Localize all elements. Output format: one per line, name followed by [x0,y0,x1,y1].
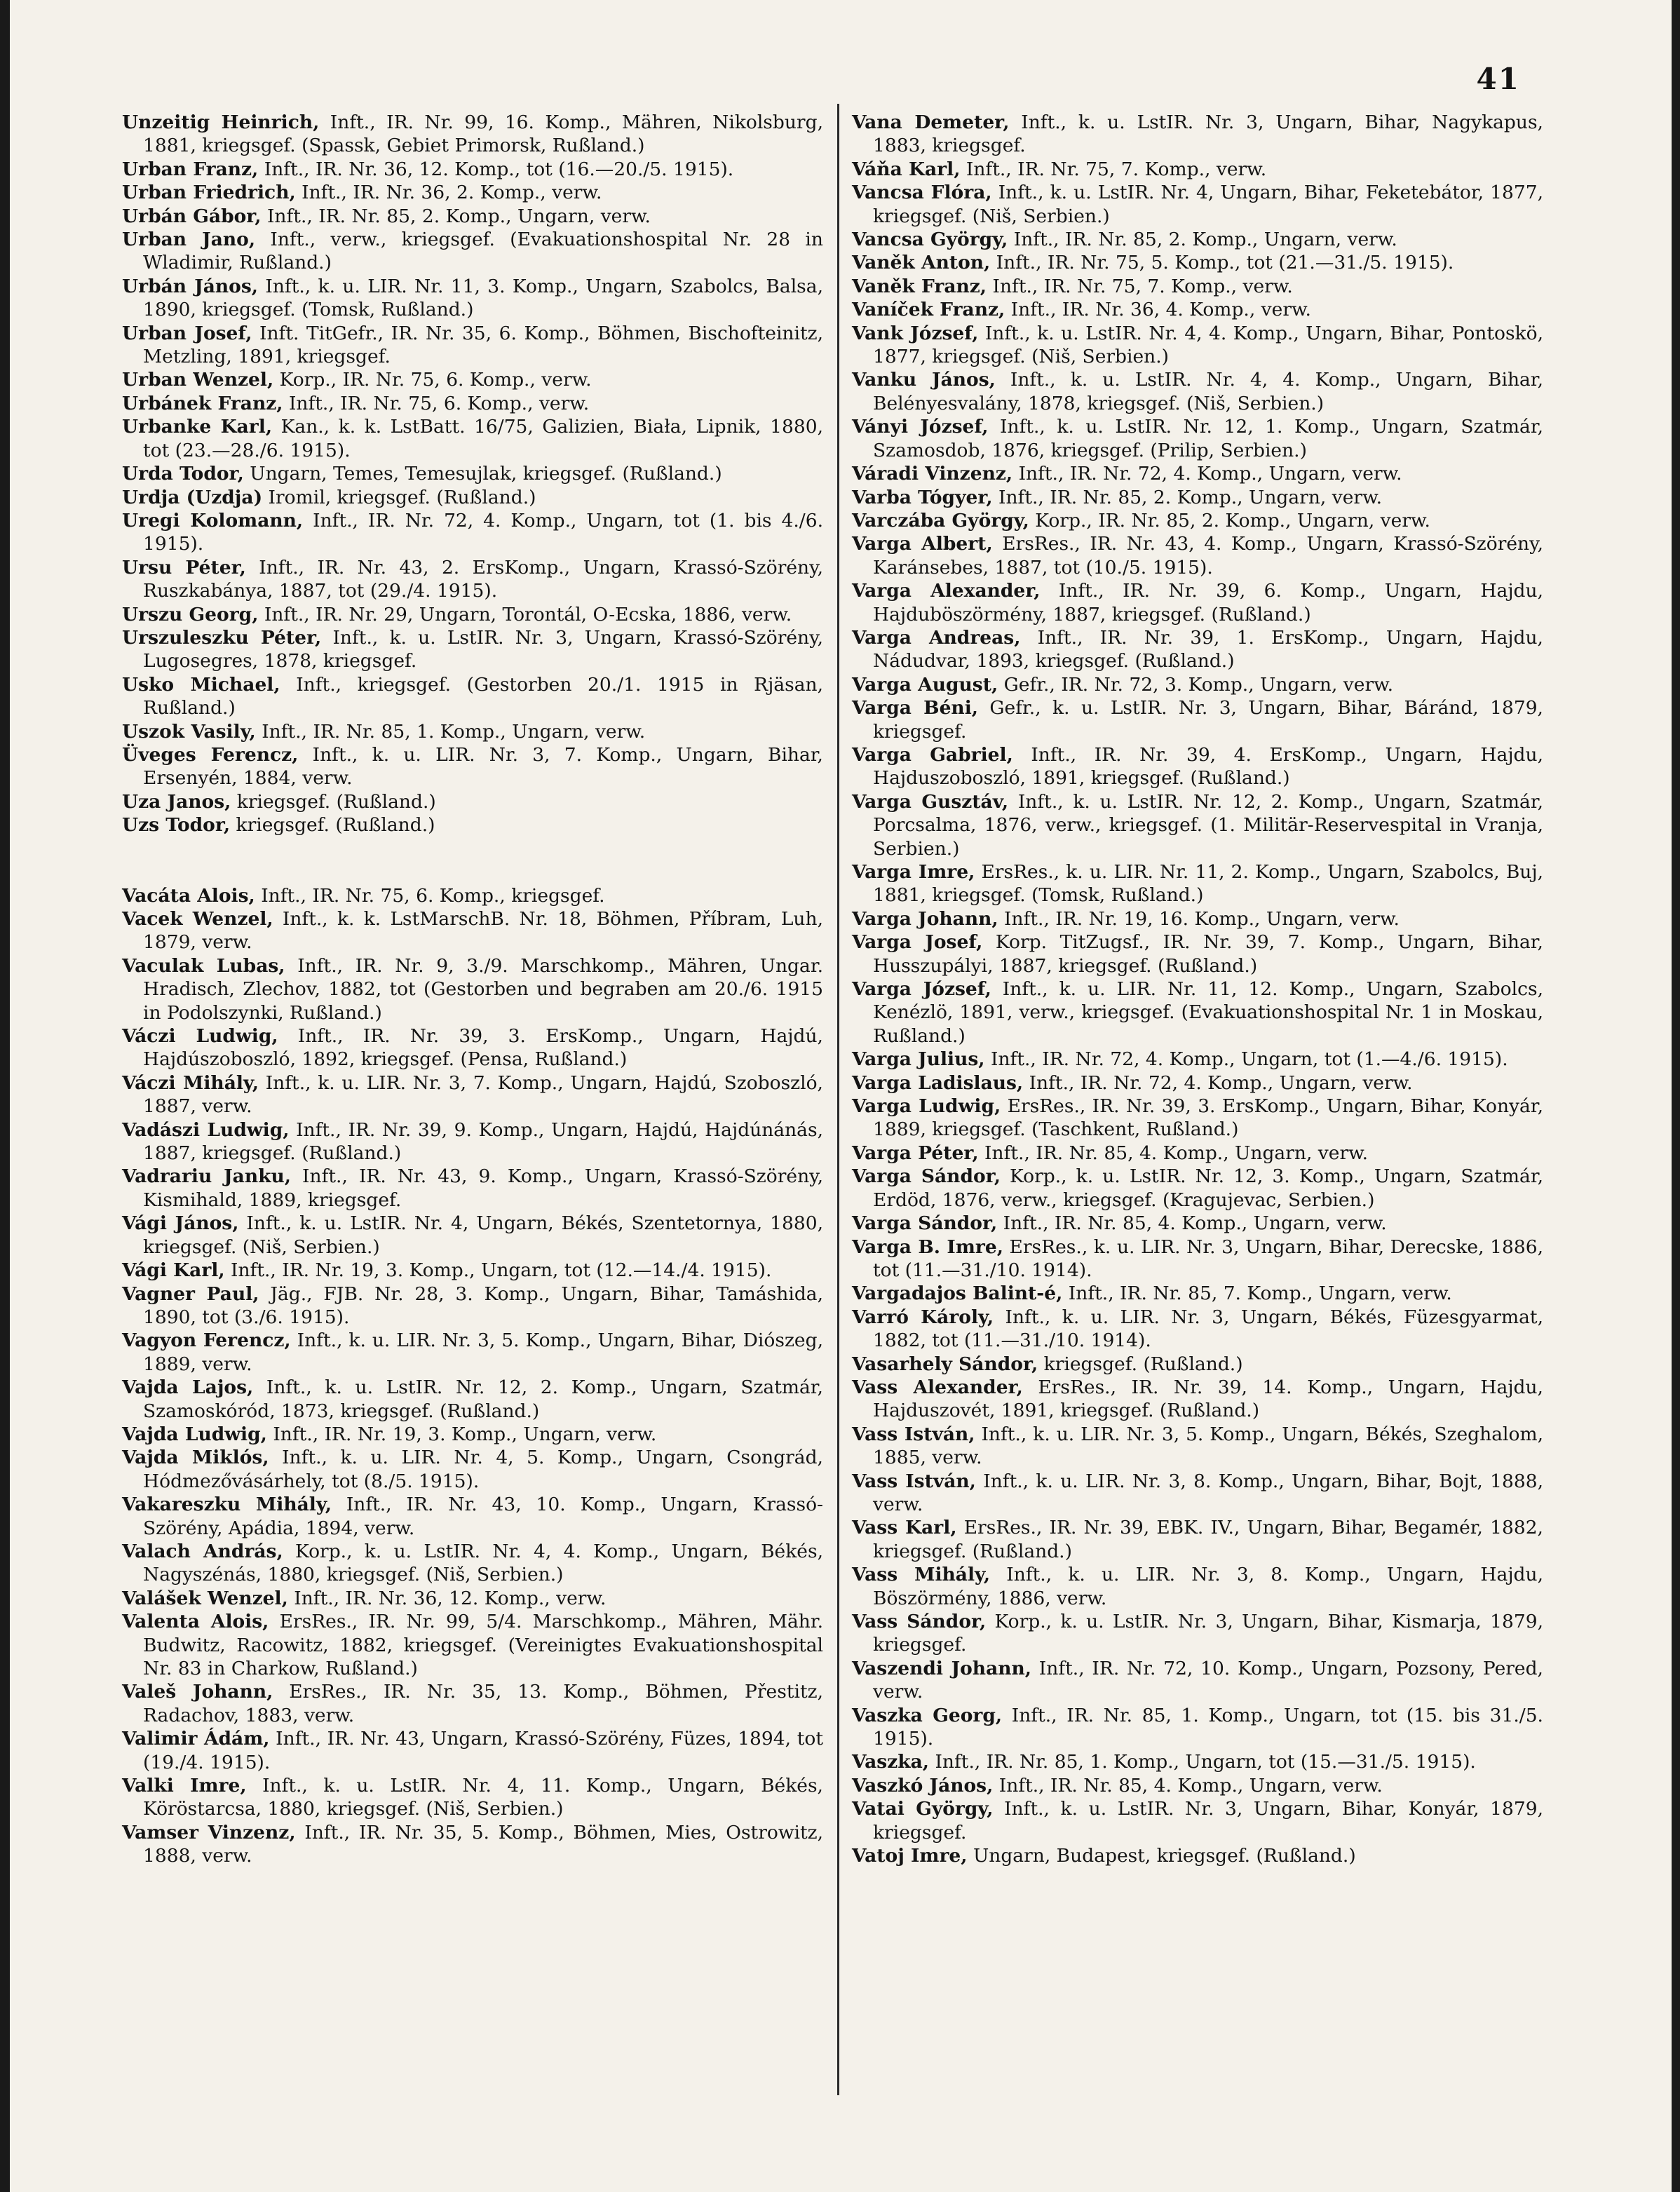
entry-name: Vacáta Alois, [122,884,255,907]
entry-name: Vatai György, [852,1798,994,1820]
entry-details: ErsRes., k. u. LIR. Nr. 11, 2. Komp., Ungarn, Szabolcs, Buj, 1881, kriegsgef. (Tomsk, Rußland.) [873,861,1544,907]
entry-name: Urban Friedrich, [122,182,296,204]
entry-name: Vakareszku Mihály, [122,1494,332,1516]
entry-name: Vass Alexander, [852,1376,1023,1398]
entry-name: Valimir Ádám, [122,1728,270,1750]
entry-name: Urbán Gábor, [122,205,262,227]
list-entry [122,1024,823,1071]
entry-name: Varga Imre, [852,861,975,883]
entry-details: Inft., IR. Nr. 36, 2. Komp., verw. [295,182,602,204]
entry-name: Üveges Ferencz, [122,743,299,766]
list-entry [122,1118,823,1165]
entry-name: Urda Todor, [122,463,244,485]
entry-name: Urszuleszku Péter, [122,626,322,649]
entry-details: Korp., IR. Nr. 85, 2. Komp., Ungarn, verw. [1029,509,1430,532]
list-entry [852,1657,1543,1704]
entry-name: Vági Karl, [122,1259,225,1282]
entry-name: Vaszka Georg, [852,1704,1003,1726]
list-entry [852,860,1543,907]
entry-name: Varga Alexander, [852,580,1041,602]
list-entry [852,977,1543,1048]
list-entry [122,415,823,462]
entry-details: Ungarn, Temes, Temesujlak, kriegsgef. (Rußland.) [243,463,722,485]
entry-details: Inft., k. u. LstIR. Nr. 12, 1. Komp., Ungarn, Szatmár, Szamosdob, 1876, kriegsgef. (Prilip, Serbien.) [873,416,1543,461]
entry-details: ErsRes., IR. Nr. 39, 3. ErsKomp., Ungarn, Bihar, Konyár, 1889, kriegsgef. (Taschkent, Rußland.) [873,1095,1543,1141]
entry-details: Iromil, kriegsgef. (Rußland.) [262,486,536,508]
entry-name: Vaszendi Johann, [852,1657,1031,1679]
entry-details: Gefr., k. u. LstIR. Nr. 3, Ungarn, Bihar, Báránd, 1879, kriegsgef. [873,697,1543,743]
entry-details: Inft., IR. Nr. 29, Ungarn, Torontál, O-Ecska, 1886, verw. [258,603,792,625]
entry-name: Uszok Vasily, [122,720,256,743]
list-entry [122,1587,823,1610]
list-entry [852,111,1543,158]
list-entry [122,1071,823,1118]
list-entry [852,181,1543,228]
list-entry [122,1165,823,1212]
entry-details: Inft., IR. Nr. 72, 4. Komp., Ungarn, verw. [1023,1071,1413,1094]
entry-name: Varga Albert, [852,533,993,555]
entry-details: Inft., IR. Nr. 85, 2. Komp., Ungarn, verw. [992,486,1383,508]
list-entry [852,322,1543,369]
entry-name: Varga Sándor, [852,1212,998,1235]
list-entry [122,1493,823,1540]
entry-name: Váczi Mihály, [122,1071,259,1094]
entry-details: Inft., k. u. LIR. Nr. 3, 8. Komp., Ungarn, Hajdu, Böszörmény, 1886, verw. [873,1564,1544,1609]
entry-name: Vass István, [852,1470,976,1492]
list-entry [122,1212,823,1259]
list-entry [852,1704,1543,1751]
list-entry [852,1212,1543,1235]
entry-details: Korp., IR. Nr. 75, 6. Komp., verw. [273,369,592,391]
left-column [122,111,823,1868]
entry-name: Vági János, [122,1212,239,1235]
entry-name: Valeš Johann, [122,1681,273,1703]
entry-name: Usko Michael, [122,673,280,696]
entry-name: Vana Demeter, [852,111,1010,133]
entry-details: Inft., k. u. LIR. Nr. 11, 3. Komp., Ungarn, Szabolcs, Balsa, 1890, kriegsgef. (Tomsk, Rußland.) [143,275,823,321]
list-entry [122,1821,823,1868]
entry-name: Vagner Paul, [122,1283,259,1305]
entry-name: Urbanke Karl, [122,416,273,438]
entry-name: Vass Sándor, [852,1611,987,1632]
entry-details: Inft., IR. Nr. 19, 3. Komp., Ungarn, tot (12.—14./4. 1915). [224,1259,772,1282]
column-divider [837,104,839,2095]
list-entry [122,205,823,228]
entry-details: Inft., k. u. LIR. Nr. 3, 7. Komp., Ungarn, Bihar, Ersenyén, 1884, verw. [143,743,823,790]
entry-name: Urdja (Uzdja) [122,486,263,508]
entry-name: Váczi Ludwig, [122,1025,278,1048]
entry-details: Inft., IR. Nr. 35, 5. Komp., Böhmen, Mies, Ostrowitz, 1888, verw. [143,1821,824,1867]
list-entry [852,1165,1543,1212]
entry-details: Inft., IR. Nr. 85, 4. Komp., Ungarn, verw. [997,1212,1387,1235]
entry-name: Vass István, [852,1423,975,1445]
list-entry [852,1750,1543,1773]
entry-name: Varga Ludwig, [852,1095,1001,1118]
list-entry [122,673,823,720]
entry-details: Inft., IR. Nr. 85, 1. Komp., Ungarn, tot (15.—31./5. 1915). [929,1751,1476,1773]
entry-name: Urban Franz, [122,158,259,180]
entry-details: Inft., IR. Nr. 85, 2. Komp., Ungarn, verw. [261,205,651,227]
entry-details: ErsRes., IR. Nr. 43, 4. Komp., Ungarn, Krassó-Szörény, Karánsebes, 1887, tot (10./5. 1915). [873,533,1543,579]
entry-name: Vanku János, [852,369,996,391]
entry-name: Uza Janos, [122,790,231,813]
scan-edge-left [0,0,10,2192]
list-entry [122,228,823,275]
list-entry [852,931,1543,977]
entry-name: Varga Julius, [852,1048,985,1071]
entry-name: Ursu Péter, [122,556,246,579]
list-entry [852,1797,1543,1844]
entry-details: ErsRes., IR. Nr. 99, 5/4. Marschkomp., Mähren, Mähr. Budwitz, Racowitz, 1882, kriegsgef. (Vereinigtes Evakuationshospital Nr. 83 in Charkow, Rußland.) [143,1611,823,1679]
entry-details: Inft., IR. Nr. 43, 10. Komp., Ungarn, Krassó-Szörény, Apádia, 1894, verw. [143,1494,824,1539]
entry-name: Varga Ladislaus, [852,1071,1024,1094]
entry-details: Inft., k. u. LstIR. Nr. 3, Ungarn, Bihar, Nagykapus, 1883, kriegsgef. [873,111,1543,157]
entry-details: Inft., verw., kriegsgef. (Evakuationshospital Nr. 28 in Wladimir, Rußland.) [143,229,823,274]
list-entry [122,486,823,509]
entry-details: Inft., k. k. LstMarschB. Nr. 18, Böhmen, Příbram, Luh, 1879, verw. [143,908,823,954]
entry-details: Inft., IR. Nr. 85, 1. Komp., Ungarn, tot (15. bis 31./5. 1915). [873,1704,1543,1750]
entry-name: Varczába György, [852,509,1029,532]
entry-details: Inft., k. u. LIR. Nr. 3, 5. Komp., Ungarn, Bihar, Diószeg, 1889, verw. [143,1330,823,1375]
list-entry [852,1282,1543,1305]
entry-name: Vasarhely Sándor, [852,1353,1038,1375]
scan-edge-right [1672,0,1680,2192]
entry-details: Inft., k. u. LstIR. Nr. 12, 2. Komp., Ungarn, Szatmár, Szamoskóród, 1873, kriegsgef. (Rußland.) [143,1376,823,1422]
list-entry [852,1774,1543,1797]
list-entry [852,579,1543,626]
entry-name: Uregi Kolomann, [122,509,304,532]
list-entry [122,1727,823,1774]
list-entry [852,1306,1543,1353]
list-entry [852,275,1543,298]
list-entry [122,1610,823,1680]
list-entry [122,790,823,813]
entry-details: Inft., IR. Nr. 19, 3. Komp., Ungarn, verw. [266,1423,657,1445]
entry-name: Ványi József, [852,416,989,438]
entry-details: ErsRes., IR. Nr. 35, 13. Komp., Böhmen, Přestitz, Radachov, 1883, verw. [143,1681,823,1726]
entry-name: Urban Jano, [122,229,256,251]
list-entry [852,298,1543,321]
entry-name: Varga Sándor, [852,1165,1001,1188]
entry-details: Inft., IR. Nr. 72, 4. Komp., Ungarn, tot (1. bis 4./6. 1915). [143,509,823,555]
entry-details: Inft., IR. Nr. 39, 3. ErsKomp., Ungarn, Hajdú, Hajdúszoboszló, 1892, kriegsgef. (Pensa, Rußland.) [143,1025,823,1071]
list-entry [852,790,1543,860]
entry-details: Inft., k. u. LIR. Nr. 4, 5. Komp., Ungarn, Csongrád, Hódmezővásárhely, tot (8./5. 1915). [143,1447,823,1492]
entry-details: Inft., IR. Nr. 43, Ungarn, Krassó-Szörény, Füzes, 1894, tot (19./4. 1915). [143,1728,823,1773]
entry-name: Váňa Karl, [852,158,961,180]
entry-details: Inft., k. u. LIR. Nr. 3, Ungarn, Békés, Füzesgyarmat, 1882, tot (11.—31./10. 1914). [873,1306,1543,1352]
list-entry [852,1610,1543,1657]
list-entry [852,626,1543,673]
entry-name: Uzs Todor, [122,814,231,837]
list-entry [122,556,823,603]
entry-details: Inft., k. u. LstIR. Nr. 4, 4. Komp., Ungarn, Bihar, Pontoskö, 1877, kriegsgef. (Niš, Serbien.) [873,322,1543,368]
entry-name: Vatoj Imre, [852,1845,968,1867]
list-entry [122,392,823,415]
entry-details: Jäg., FJB. Nr. 28, 3. Komp., Ungarn, Bihar, Tamáshida, 1890, tot (3./6. 1915). [143,1283,824,1328]
entry-name: Vajda Lajos, [122,1376,254,1399]
list-entry [852,415,1543,462]
entry-details: kriegsgef. (Rußland.) [1038,1353,1243,1375]
entry-details: Inft., k. u. LIR. Nr. 11, 12. Komp., Ungarn, Szabolcs, Kenézlö, 1891, verw., kriegsgef. (Evakuationshospital Nr. 1 in Moskau, Rußland.) [873,978,1543,1047]
entry-name: Váradi Vinzenz, [852,463,1013,485]
entry-details: Inft., IR. Nr. 85, 7. Komp., Ungarn, verw. [1062,1283,1452,1305]
entry-details: Inft., IR. Nr. 36, 12. Komp., tot (16.—20./5. 1915). [258,158,734,180]
entry-name: Vaníček Franz, [852,299,1005,321]
entry-details: Ungarn, Budapest, kriegsgef. (Rußland.) [967,1845,1356,1867]
list-entry [122,813,823,837]
list-entry [122,158,823,181]
list-entry [852,1516,1543,1563]
entry-details: Inft. TitGefr., IR. Nr. 35, 6. Komp., Böhmen, Bischofteinitz, Metzling, 1891, kriegsgef. [143,322,824,368]
list-entry [122,509,823,556]
list-entry [852,696,1543,743]
entry-name: Valki Imre, [122,1775,247,1797]
list-entry [852,1071,1543,1095]
section-gap [122,837,823,884]
list-entry [122,462,823,485]
entry-details: Inft., k. u. LIR. Nr. 3, 7. Komp., Ungarn, Hajdú, Szoboszló, 1887, verw. [143,1071,823,1118]
entry-details: Inft., IR. Nr. 72, 4. Komp., Ungarn, tot (1.—4./6. 1915). [984,1048,1508,1071]
entry-name: Vaszka, [852,1751,930,1773]
list-entry [122,1774,823,1821]
list-entry [852,1095,1543,1142]
entry-details: Korp. TitZugsf., IR. Nr. 39, 7. Komp., Ungarn, Bihar, Husszupályi, 1887, kriegsgef. (Rußland.) [873,931,1543,977]
entry-details: kriegsgef. (Rußland.) [231,790,436,813]
list-entry [122,626,823,673]
entry-details: Inft., IR. Nr. 85, 1. Komp., Ungarn, verw. [255,720,646,743]
entry-name: Urbánek Franz, [122,392,283,414]
entry-name: Varga Péter, [852,1142,979,1164]
entry-details: Korp., k. u. LstIR. Nr. 3, Ungarn, Bihar, Kismarja, 1879, kriegsgef. [873,1611,1544,1656]
entry-details: Inft., IR. Nr. 85, 4. Komp., Ungarn, verw. [978,1142,1369,1164]
list-entry [852,1353,1543,1376]
list-entry [852,1376,1543,1423]
list-entry [852,158,1543,181]
entry-name: Vaszkó János, [852,1774,994,1797]
list-entry [852,509,1543,532]
list-entry [122,1376,823,1423]
entry-details: Inft., IR. Nr. 9, 3./9. Marschkomp., Mähren, Ungar. Hradisch, Zlechov, 1882, tot (Gestorben und begraben am 20./6. 1915 in Podolszynki, Rußland.) [143,954,823,1024]
entry-details: Inft., IR. Nr. 43, 2. ErsKomp., Ungarn, Krassó-Szörény, Ruszkabánya, 1887, tot (29./4. 1915). [143,556,823,602]
list-entry [852,1563,1543,1610]
entry-details: Inft., IR. Nr. 99, 16. Komp., Mähren, Nikolsburg, 1881, kriegsgef. (Spassk, Gebiet Primorsk, Rußland.) [143,111,823,157]
list-entry [122,181,823,204]
list-entry [122,368,823,391]
entry-details: Inft., IR. Nr. 39, 1. ErsKomp., Ungarn, Hajdu, Nádudvar, 1893, kriegsgef. (Rußland.) [873,626,1543,672]
entry-name: Vaculak Lubas, [122,954,285,977]
entry-details: Inft., IR. Nr. 72, 4. Komp., Ungarn, verw. [1012,463,1402,485]
entry-name: Vajda Miklós, [122,1447,269,1469]
entry-name: Varga Béni, [852,697,978,719]
list-entry [122,884,823,907]
entry-name: Urbán János, [122,275,258,297]
list-entry [852,1236,1543,1283]
entry-details: Inft., k. u. LIR. Nr. 3, 8. Komp., Ungarn, Bihar, Bojt, 1888, verw. [873,1470,1544,1515]
entry-details: Inft., kriegsgef. (Gestorben 20./1. 1915 in Rjäsan, Rußland.) [143,673,824,719]
entry-name: Varró Károly, [852,1306,994,1328]
entry-name: Vaněk Franz, [852,275,987,297]
entry-details: Inft., IR. Nr. 75, 6. Komp., kriegsgef. [255,884,605,907]
entry-name: Varga August, [852,673,998,696]
entry-name: Urban Josef, [122,322,252,344]
entry-name: Varga Gusztáv, [852,790,1009,813]
entry-details: Inft., k. u. LstIR. Nr. 4, 4. Komp., Ungarn, Bihar, Belényesvalány, 1878, kriegsgef. (Niš, Serbien.) [873,369,1543,414]
entry-details: Inft., IR. Nr. 75, 7. Komp., verw. [960,158,1267,180]
list-entry [122,720,823,743]
entry-details: Inft., IR. Nr. 36, 4. Komp., verw. [1005,299,1311,321]
list-entry [122,111,823,158]
list-entry [852,1048,1543,1071]
list-entry [852,251,1543,274]
entry-details: Kan., k. k. LstBatt. 16/75, Galizien, Biała, Lipnik, 1880, tot (23.—28./6. 1915). [143,416,823,461]
entry-details: Korp., k. u. LstIR. Nr. 12, 3. Komp., Ungarn, Szatmár, Erdöd, 1876, verw., kriegsgef. (Kragujevac, Serbien.) [873,1165,1543,1211]
list-entry [122,907,823,954]
entry-name: Vass Mihály, [852,1564,991,1586]
entry-details: Inft., k. u. LstIR. Nr. 4, 11. Komp., Ungarn, Békés, Köröstarcsa, 1880, kriegsgef. (Niš, Serbien.) [143,1775,823,1820]
list-entry [852,673,1543,696]
entry-details: ErsRes., k. u. LIR. Nr. 3, Ungarn, Bihar, Derecske, 1886, tot (11.—31./10. 1914). [873,1236,1543,1281]
entry-details: Inft., IR. Nr. 85, 4. Komp., Ungarn, verw. [993,1774,1383,1797]
list-entry [122,954,823,1024]
list-entry [122,1680,823,1727]
entry-name: Vamser Vinzenz, [122,1821,296,1843]
entry-details: Inft., IR. Nr. 39, 4. ErsKomp., Ungarn, Hajdu, Hajduszoboszló, 1891, kriegsgef. (Rußland.) [873,743,1543,790]
list-entry [852,1470,1543,1517]
entry-details: Inft., k. u. LstIR. Nr. 3, Ungarn, Bihar, Konyár, 1879, kriegsgef. [873,1798,1543,1843]
list-entry [122,1446,823,1493]
entry-name: Valenta Alois, [122,1611,269,1633]
entry-name: Urban Wenzel, [122,369,274,391]
entry-name: Vadászi Ludwig, [122,1118,290,1141]
entry-details: Inft., IR. Nr. 85, 2. Komp., Ungarn, verw. [1008,229,1397,251]
entry-details: Inft., k. u. LstIR. Nr. 4, Ungarn, Békés, Szentetornya, 1880, kriegsgef. (Niš, Serbien.) [143,1212,823,1258]
entry-name: Varga B. Imre, [852,1236,1003,1258]
list-entry [852,1423,1543,1470]
entry-name: Varga Gabriel, [852,743,1013,766]
entry-name: Vacek Wenzel, [122,908,273,930]
list-entry [122,275,823,322]
entry-name: Varga Andreas, [852,626,1021,649]
page-number: 41 [1476,62,1520,96]
entry-details: Inft., k. u. LIR. Nr. 3, 5. Komp., Ungarn, Békés, Szeghalom, 1885, verw. [873,1423,1543,1469]
list-entry [852,532,1543,579]
list-entry [852,368,1543,415]
entry-name: Vadrariu Janku, [122,1165,291,1188]
entry-details: Inft., IR. Nr. 19, 16. Komp., Ungarn, verw. [998,907,1400,930]
entry-details: Inft., IR. Nr. 43, 9. Komp., Ungarn, Krassó-Szörény, Kismihald, 1889, kriegsgef. [143,1165,824,1211]
entry-details: Inft., IR. Nr. 39, 6. Komp., Ungarn, Hajdu, Hajduböszörmény, 1887, kriegsgef. (Rußland.) [873,580,1544,625]
entry-name: Valášek Wenzel, [122,1587,288,1609]
entry-name: Varga Josef, [852,931,983,954]
list-entry [852,486,1543,509]
entry-name: Valach András, [122,1540,283,1562]
entry-name: Unzeitig Heinrich, [122,111,320,133]
list-entry [852,1844,1543,1867]
entry-name: Vank József, [852,322,979,344]
list-entry [122,603,823,626]
entry-name: Vaněk Anton, [852,252,991,274]
entry-name: Varba Tógyer, [852,486,993,508]
entry-name: Vass Karl, [852,1517,957,1539]
entry-details: Inft., k. u. LstIR. Nr. 3, Ungarn, Krassó-Szörény, Lugosegres, 1878, kriegsgef. [143,626,823,672]
list-entry [852,743,1543,790]
list-entry [852,1142,1543,1165]
entry-details: kriegsgef. (Rußland.) [230,814,435,837]
entry-name: Vargadajos Balint-é, [852,1283,1063,1305]
entry-name: Urszu Georg, [122,603,259,625]
list-entry [122,1283,823,1330]
entry-details: Inft., k. u. LstIR. Nr. 4, Ungarn, Bihar, Feketebátor, 1877, kriegsgef. (Niš, Serbien.) [873,182,1543,227]
list-entry [122,322,823,369]
list-entry [122,743,823,790]
list-entry [852,907,1543,931]
list-entry [852,228,1543,251]
entry-details: Inft., IR. Nr. 39, 9. Komp., Ungarn, Hajdú, Hajdúnánás, 1887, kriegsgef. (Rußland.) [143,1118,823,1165]
entry-name: Vajda Ludwig, [122,1423,267,1445]
list-entry [852,462,1543,485]
entry-details: Inft., IR. Nr. 72, 10. Komp., Ungarn, Pozsony, Pered, verw. [873,1657,1543,1703]
entry-details: Inft., k. u. LstIR. Nr. 12, 2. Komp., Ungarn, Szatmár, Porcsalma, 1876, verw., kriegsgef. (1. Militär-Reservespital in Vranja, Serbien.) [873,790,1543,860]
entry-details: Inft., IR. Nr. 75, 6. Komp., verw. [283,392,590,414]
entry-name: Vagyon Ferencz, [122,1330,291,1352]
entry-details: Inft., IR. Nr. 75, 7. Komp., verw. [987,275,1293,297]
list-entry [122,1329,823,1376]
entry-name: Vancsa György, [852,229,1008,251]
entry-details: Inft., IR. Nr. 75, 5. Komp., tot (21.—31./5. 1915). [990,252,1454,274]
entry-details: Gefr., IR. Nr. 72, 3. Komp., Ungarn, verw. [998,673,1394,696]
entry-details: Korp., k. u. LstIR. Nr. 4, 4. Komp., Ungarn, Békés, Nagyszénás, 1880, kriegsgef. (Niš, Serbien.) [143,1540,823,1586]
entry-name: Vancsa Flóra, [852,182,992,204]
list-entry [122,1423,823,1446]
entry-name: Varga Johann, [852,907,998,930]
entry-details: ErsRes., IR. Nr. 39, EBK. IV., Ungarn, Bihar, Begamér, 1882, kriegsgef. (Rußland.) [873,1517,1543,1562]
entry-details: Inft., IR. Nr. 36, 12. Komp., verw. [287,1587,607,1609]
right-column [852,111,1543,1867]
entry-details: ErsRes., IR. Nr. 39, 14. Komp., Ungarn, Hajdu, Hajduszovét, 1891, kriegsgef. (Rußland.) [873,1376,1543,1422]
entry-name: Varga József, [852,978,991,1001]
list-entry [122,1540,823,1587]
list-entry [122,1259,823,1282]
